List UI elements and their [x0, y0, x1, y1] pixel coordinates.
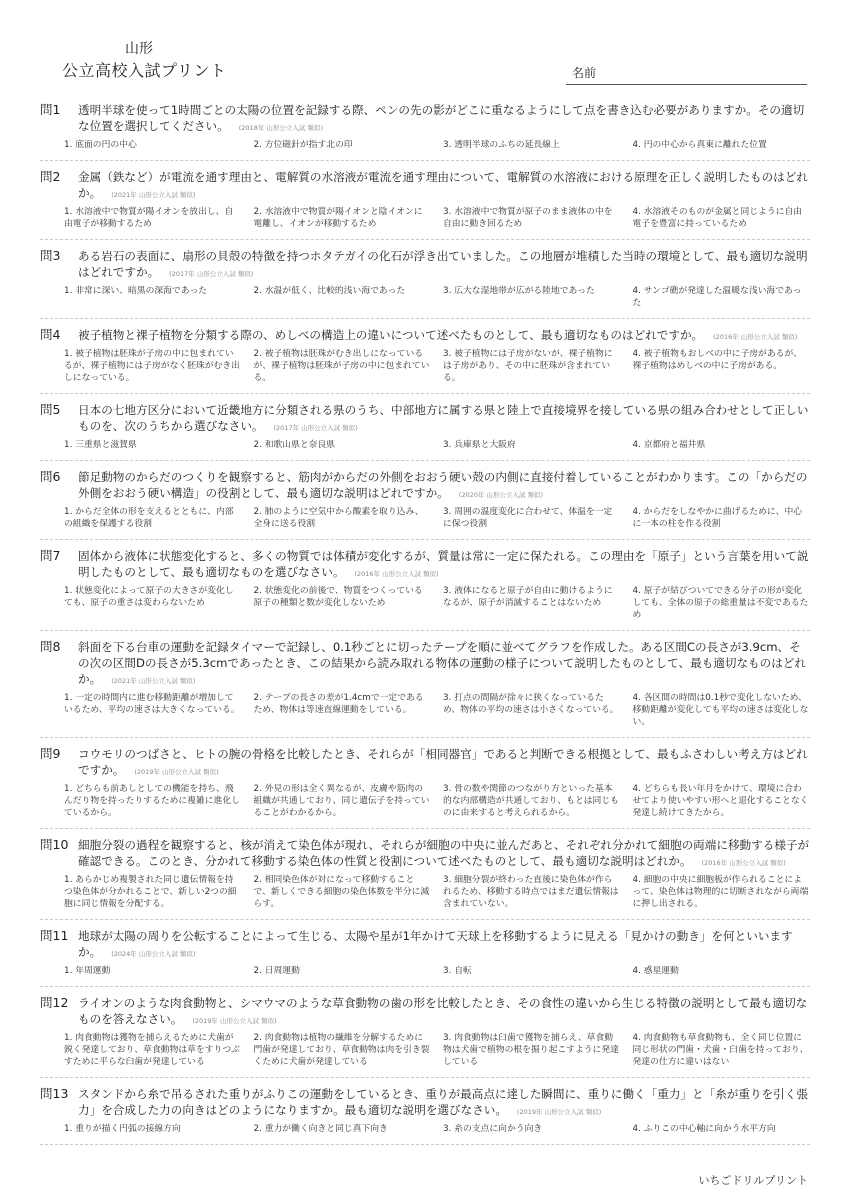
question-number: 問8 [40, 639, 61, 654]
question-text: 斜面を下る台車の運動を記録タイマーで記録し、0.1秒ごとに切ったテープを順に並べてグラフを作成した。ある区間Cの長さが3.9cm、その次の区間Dの長さが5.3cmであったとき、この結果から読み取れる物体の運動の様子について説明したものとして、最も適切なものはどれか。 [78, 640, 807, 686]
answer-option: 4. 京都府と福井県 [632, 440, 706, 450]
answer-option: 3. 液体になると原子が自由に動けるようになるが、原子が消滅することはないため [443, 586, 613, 608]
answer-option: 3. 糸の支点に向かう向き [443, 1124, 543, 1134]
question-source: (2019年 山形公立入試 類似) [192, 1017, 277, 1025]
question-row [40, 928, 810, 962]
question-text: 日本の七地方区分において近畿地方に分類される県のうち、中部地方に属する県と陸上で直接境界を接している県の組み合わせとして正しいものを、次のうちから選びなさい。 [78, 403, 809, 433]
question-text-wrap [78, 169, 810, 203]
answer-option: 2. 相同染色体が対になって移動することで、新しくできる細胞の染色体数を半分に減らす。 [253, 875, 430, 909]
answer-option: 1. 肉食動物は獲物を捕らえるために犬歯が鋭く発達しており、草食動物は草をすりつぶすために平らな臼歯が発達している [64, 1033, 240, 1067]
answer-option: 1. 一定の時間内に進む移動距離が増加しているため、平均の速さは大きくなっている。 [64, 693, 240, 715]
answer-options [64, 285, 810, 309]
answer-option: 3. 打点の間隔が徐々に狭くなっているため、物体の平均の速さは小さくなっている。 [443, 693, 619, 715]
answer-option: 3. 広大な湿地帯が広がる陸地であった [443, 286, 595, 296]
question-number: 問1 [40, 102, 61, 117]
question-text: 地球が太陽の周りを公転することによって生じる、太陽や星が1年かけて天球上を移動するように見える「見かけの動き」を何といいますか。 [78, 929, 793, 959]
question-row [40, 837, 810, 871]
question-text-wrap [78, 1086, 810, 1120]
question-text: 透明半球を使って1時間ごとの太陽の位置を記録する際、ペンの先の影がどこに重なるようにして点を書き込む必要がありますか。その適切な位置を選択してください。 [78, 103, 805, 133]
question-source: (2018年 山形公立入試 類似) [238, 124, 323, 132]
question-text-wrap [78, 402, 810, 436]
answer-option: 2. 肺のように空気中から酸素を取り込み、全身に送る役割 [253, 507, 424, 529]
question-number: 問11 [40, 928, 69, 943]
answer-option: 1. 状態変化によって原子の大きさが変化しても、原子の重さは変わらないため [64, 586, 234, 608]
question-text-wrap [78, 327, 810, 345]
answer-option: 3. 透明半球のふちの延長線上 [443, 140, 560, 150]
answer-option: 4. 水溶液そのものが金属と同じように自由電子を豊富に持っているため [632, 207, 803, 229]
name-write-line [566, 84, 807, 85]
question-block [40, 1086, 810, 1145]
question-text-wrap [78, 102, 810, 136]
answer-option: 2. 日周運動 [253, 966, 300, 976]
answer-option: 2. 方位磁針が指す北の印 [253, 140, 353, 150]
answer-option: 4. 原子が結びついてできる分子の形が変化しても、全体の原子の総重量は不変であるため [632, 586, 809, 620]
answer-options [64, 506, 810, 530]
question-number: 問4 [40, 327, 61, 342]
answer-option: 4. どちらも長い年月をかけて、環境に合わせてより使いやすい形へと退化することなく発達し続けてきたから。 [632, 784, 809, 818]
question-number: 問6 [40, 469, 61, 484]
question-text: 金属（鉄など）が電流を通す理由と、電解質の水溶液が電流を通す理由について、電解質の水溶液における原理を正しく説明したものはどれか。 [78, 170, 808, 200]
question-row [40, 1086, 810, 1120]
answer-option: 1. あらかじめ複製された同じ遺伝情報を持つ染色体が分かれることで、新しい2つの細胞に同じ情報を分配する。 [64, 875, 237, 909]
answer-option: 2. 水溶液中で物質が陽イオンと陰イオンに電離し、イオンが移動するため [253, 207, 423, 229]
answer-option: 3. 自転 [443, 966, 472, 976]
question-block [40, 548, 810, 631]
question-text-wrap [78, 995, 810, 1029]
prefecture-label: 山形 [125, 41, 153, 57]
answer-option: 2. 被子植物は胚珠がむき出しになっているが、裸子植物は胚珠が子房の中に包まれている。 [253, 349, 430, 383]
question-block [40, 248, 810, 319]
question-number: 問12 [40, 995, 69, 1010]
question-text-wrap [78, 469, 810, 503]
question-row [40, 746, 810, 780]
answer-options [64, 965, 810, 977]
question-row [40, 402, 810, 436]
answer-option: 4. 肉食動物も草食動物も、全く同じ位置に同じ形状の門歯・犬歯・臼歯を持っており、発達の仕方に違いはない [632, 1033, 809, 1067]
answer-options [64, 139, 810, 151]
question-number: 問10 [40, 837, 69, 852]
answer-option: 4. ふりこの中心軸に向かう水平方向 [632, 1124, 776, 1134]
question-row [40, 102, 810, 136]
page-title: 公立高校入試プリント [62, 61, 227, 80]
question-block [40, 837, 810, 920]
answer-option: 3. 肉食動物は臼歯で獲物を捕らえ、草食動物は犬歯で植物の根を掘り起こすように発達している [443, 1033, 619, 1067]
question-text-wrap [78, 928, 810, 962]
question-number: 問9 [40, 746, 61, 761]
question-number: 問7 [40, 548, 61, 563]
answer-option: 1. 非常に深い、暗黒の深海であった [64, 286, 208, 296]
question-row [40, 548, 810, 582]
answer-option: 1. どちらも前あしとしての機能を持ち、飛んだり物を持ったりするために複雑に進化しているから。 [64, 784, 240, 818]
question-number: 問3 [40, 248, 61, 263]
answer-option: 1. 年周運動 [64, 966, 111, 976]
question-source: (2019年 山形公立入試 類似) [516, 1108, 602, 1116]
question-source: (2020年 山形公立入試 類似) [458, 491, 544, 499]
question-row [40, 169, 810, 203]
question-text-wrap [78, 837, 810, 871]
answer-option: 1. 底面の円の中心 [64, 140, 137, 150]
question-text-wrap [78, 746, 810, 780]
answer-option: 1. からだ全体の形を支えるとともに、内部の組織を保護する役割 [64, 507, 234, 529]
answer-option: 4. 被子植物もおしべの中に子房があるが、裸子植物はめしべの中に子房がある。 [632, 349, 803, 371]
question-row [40, 469, 810, 503]
answer-options [64, 874, 810, 910]
answer-option: 2. 重力が働く向きと同じ真下向き [253, 1124, 388, 1134]
question-block [40, 102, 810, 161]
question-number: 問2 [40, 169, 61, 184]
question-source: (2017年 山形公立入試 類似) [273, 424, 358, 432]
question-block [40, 327, 810, 394]
answer-option: 4. 円の中心から真東に離れた位置 [632, 140, 767, 150]
question-row [40, 639, 810, 689]
question-text: ある岩石の表面に、扇形の貝殻の特徴を持つホタテガイの化石が浮き出ていました。この地層が堆積した当時の環境として、最も適切な説明はどれですか。 [78, 249, 808, 279]
question-row [40, 327, 810, 345]
question-block [40, 169, 810, 240]
question-text-wrap [78, 548, 810, 582]
question-number: 問13 [40, 1086, 69, 1101]
question-text: 被子植物と裸子植物を分類する際の、めしべの構造上の違いについて述べたものとして、最も適切なものはどれですか。 [78, 328, 704, 342]
answer-option: 2. 肉食動物は植物の繊維を分解するために門歯が発達しており、草食動物は肉を引き裂くために犬歯が発達している [253, 1033, 430, 1067]
answer-options [64, 439, 810, 451]
question-source: (2019年 山形公立入試 類似) [134, 768, 219, 776]
answer-options [64, 206, 810, 230]
question-text: 細胞分裂の過程を観察すると、核が消えて染色体が現れ、それらが細胞の中央に並んだあと、それぞれ分かれて細胞の両端に移動する様子が確認できる。このとき、分かれて移動する染色体の性質と役割について述べたものとして、最も適切な説明はどれか。 [78, 838, 810, 868]
answer-options [64, 783, 810, 819]
answer-option: 1. 水溶液中で物質が陽イオンを放出し、自由電子が移動するため [64, 207, 234, 229]
question-source: (2024年 山形公立入試 類似) [111, 950, 196, 958]
question-text-wrap [78, 248, 810, 282]
question-source: (2016年 山形公立入試 類似) [713, 333, 798, 341]
question-block [40, 995, 810, 1078]
question-text: スタンドから糸で吊るされた重りがふりこの運動をしているとき、重りが最高点に達した瞬間に、重りに働く「重力」と「糸が重りを引く張力」を合成した力の向きはどのようになりますか。最も適切な説明を選びなさい。 [78, 1087, 808, 1117]
answer-options [64, 348, 810, 384]
answer-option: 4. 細胞の中央に細胞板が作られることによって、染色体は物理的に切断されながら両端に押し出される。 [632, 875, 809, 909]
answer-option: 2. 水温が低く、比較的浅い海であった [253, 286, 406, 296]
answer-option: 3. 水溶液中で物質が原子のまま液体の中を自由に動き回るため [443, 207, 613, 229]
answer-option: 1. 被子植物は胚珠が子房の中に包まれているが、裸子植物には子房がなく胚珠がむき出しになっている。 [64, 349, 240, 383]
question-block [40, 746, 810, 829]
question-block [40, 928, 810, 987]
answer-option: 4. サンゴ礁が発達した温暖な浅い海であった [632, 286, 802, 308]
answer-option: 3. 骨の数や関節のつながり方といった基本的な内部構造が共通しており、もとは同じものに由来すると考えられるから。 [443, 784, 619, 818]
answer-option: 1. 重りが描く円弧の接線方向 [64, 1124, 181, 1134]
question-text-wrap [78, 639, 810, 689]
answer-option: 4. 惑星運動 [632, 966, 679, 976]
question-text: 固体から液体に状態変化すると、多くの物質では体積が変化するが、質量は常に一定に保たれる。この理由を「原子」という言葉を用いて説明したものとして、最も適切なものを選びなさい。 [78, 549, 809, 579]
footer-brand: いちごドリルプリント [698, 1174, 808, 1187]
question-source: (2021年 山形公立入試 類似) [111, 191, 196, 199]
question-source: (2017年 山形公立入試 類似) [169, 270, 254, 278]
answer-options [64, 1032, 810, 1068]
answer-option: 4. 各区間の時間は0.1秒で変化しないため、移動距離が変化しても平均の速さは変化しない。 [632, 693, 809, 727]
question-block [40, 639, 810, 738]
answer-option: 3. 周囲の温度変化に合わせて、体温を一定に保つ役割 [443, 507, 613, 529]
question-text: ライオンのような肉食動物と、シマウマのような草食動物の歯の形を比較したとき、その食性の違いから生じる特徴の説明として最も適切なものを答えなさい。 [78, 996, 808, 1026]
answer-option: 2. 状態変化の前後で、物質をつくっている原子の種類と数が変化しないため [253, 586, 423, 608]
answer-options [64, 585, 810, 621]
question-list [40, 102, 810, 1153]
question-block [40, 469, 810, 540]
answer-option: 2. 和歌山県と奈良県 [253, 440, 336, 450]
answer-option: 2. 外見の形は全く異なるが、皮膚や筋肉の組織が共通しており、同じ遺伝子を持っていることがわかるから。 [253, 784, 430, 818]
answer-option: 1. 三重県と滋賀県 [64, 440, 137, 450]
question-block [40, 402, 810, 461]
question-text: 節足動物のからだのつくりを観察すると、筋肉がからだの外側をおおう硬い殻の内側に直接付着していることがわかります。この「からだの外側をおおう硬い構造」の役割として、最も適切な説明はどれですか。 [78, 470, 808, 500]
answer-option: 3. 被子植物には子房がないが、裸子植物には子房があり、その中に胚珠が含まれている。 [443, 349, 613, 383]
question-source: (2021年 山形公立入試 類似) [111, 677, 196, 685]
question-number: 問5 [40, 402, 61, 417]
answer-option: 3. 兵庫県と大阪府 [443, 440, 516, 450]
answer-options [64, 1123, 810, 1135]
name-label: 名前 [572, 66, 597, 80]
answer-option: 4. からだをしなやかに曲げるために、中心に一本の柱を作る役割 [632, 507, 803, 529]
question-source: (2016年 山形公立入試 類似) [701, 859, 786, 867]
question-row [40, 248, 810, 282]
question-source: (2016年 山形公立入試 類似) [354, 570, 439, 578]
answer-options [64, 692, 810, 728]
worksheet-header [0, 0, 848, 100]
answer-option: 3. 細胞分裂が終わった直後に染色体が作られるため、移動する時点ではまだ遺伝情報は含まれていない。 [443, 875, 619, 909]
question-row [40, 995, 810, 1029]
question-text: コウモリのつばさと、ヒトの腕の骨格を比較したとき、それらが「相同器官」であると判断できる根拠として、最もふさわしい考え方はどれですか。 [78, 747, 808, 777]
answer-option: 2. テープの長さの差が1.4cmで一定であるため、物体は等速直線運動をしている。 [253, 693, 424, 715]
